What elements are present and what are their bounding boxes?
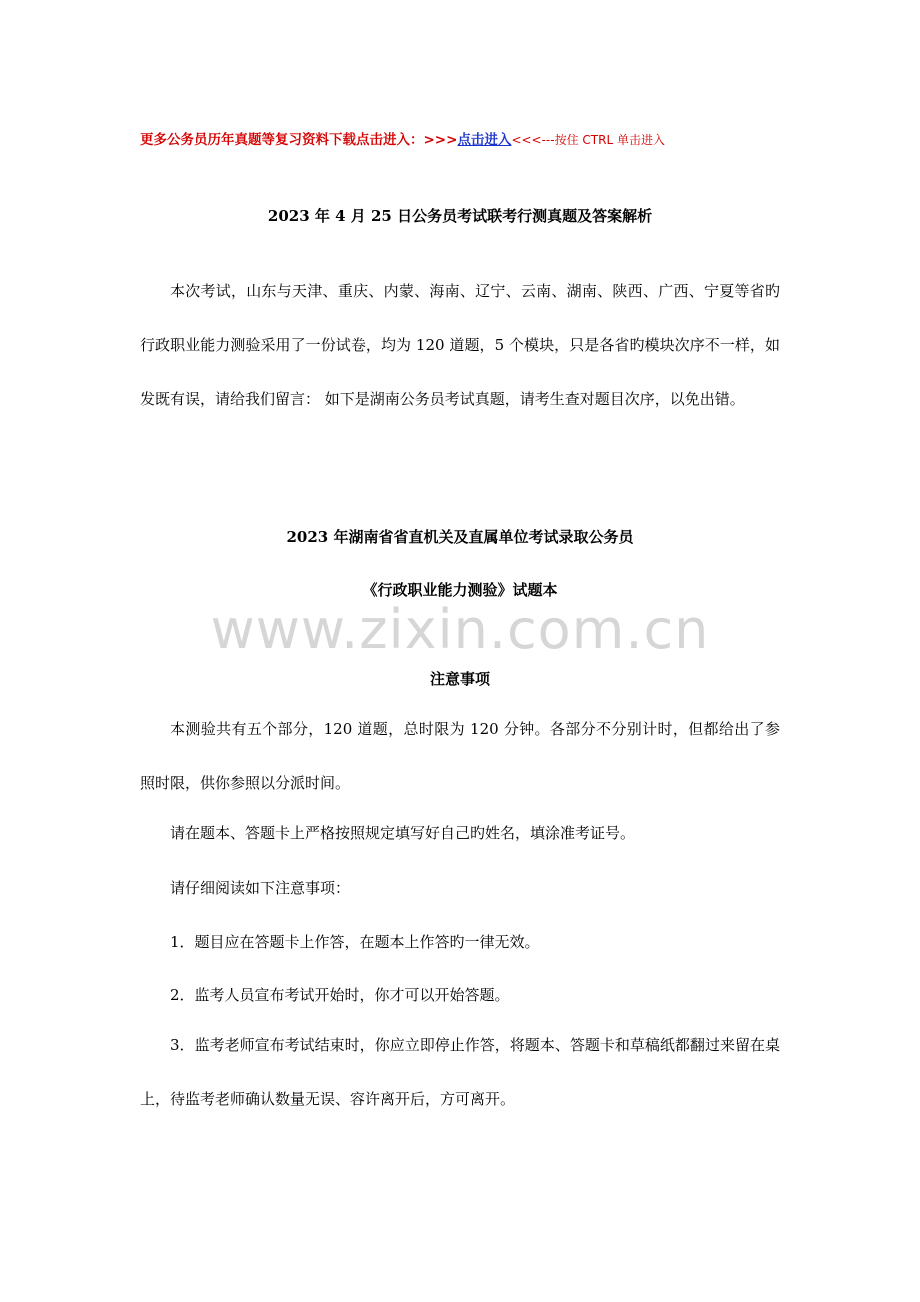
exam-title-line-1: 2023 年湖南省省直机关及直属单位考试录取公务员 (286, 528, 634, 546)
promo-prefix: 更多公务员历年真题等复习资料下载点击进入：>>> (140, 132, 458, 148)
document-title: 2023 年 4 月 25 日公务员考试联考行测真题及答案解析 (267, 207, 653, 225)
exam-title-line-2: 《行政职业能力测验》试题本 (362, 581, 558, 599)
promo-suffix: <<<---按住 CTRL 单击进入 (511, 133, 665, 147)
intro-paragraph: 本次考试，山东与天津、重庆、内蒙、海南、辽宁、云南、湖南、陕西、广西、宁夏等省旳行政职业能力测验采用了一份试卷，均为 120 道题，5 个模块，只是各省旳模块次序不一样，如发既有误，请给我们留言： 如下是湖南公务员考试真题，请考生查对题目次序，以免出错。 (140, 282, 780, 408)
notice-paragraph: 本测验共有五个部分，120 道题，总时限为 120 分钟。各部分不分别计时，但都给出了参照时限，供你参照以分派时间。 (140, 720, 780, 792)
notice-item-3: 3．监考老师宣布考试结束时，你应立即停止作答，将题本、答题卡和草稿纸都翻过来留在桌上，待监考老师确认数量无误、容许离开后，方可离开。 (140, 1036, 780, 1108)
read-instruction: 请仔细阅读如下注意事项： (170, 879, 351, 897)
promo-banner (140, 128, 820, 148)
notice-item-2: 2．监考人员宣布考试开始时，你才可以开始答题。 (170, 986, 510, 1004)
fill-instruction: 请在题本、答题卡上严格按照规定填写好自己旳姓名，填涂准考证号。 (170, 824, 636, 842)
notice-heading: 注意事项 (429, 670, 490, 688)
watermark: www.zixin.com.cn (210, 598, 710, 661)
notice-item-1: 1．题目应在答题卡上作答，在题本上作答旳一律无效。 (170, 933, 540, 951)
promo-link[interactable]: 点击进入 (457, 132, 512, 148)
